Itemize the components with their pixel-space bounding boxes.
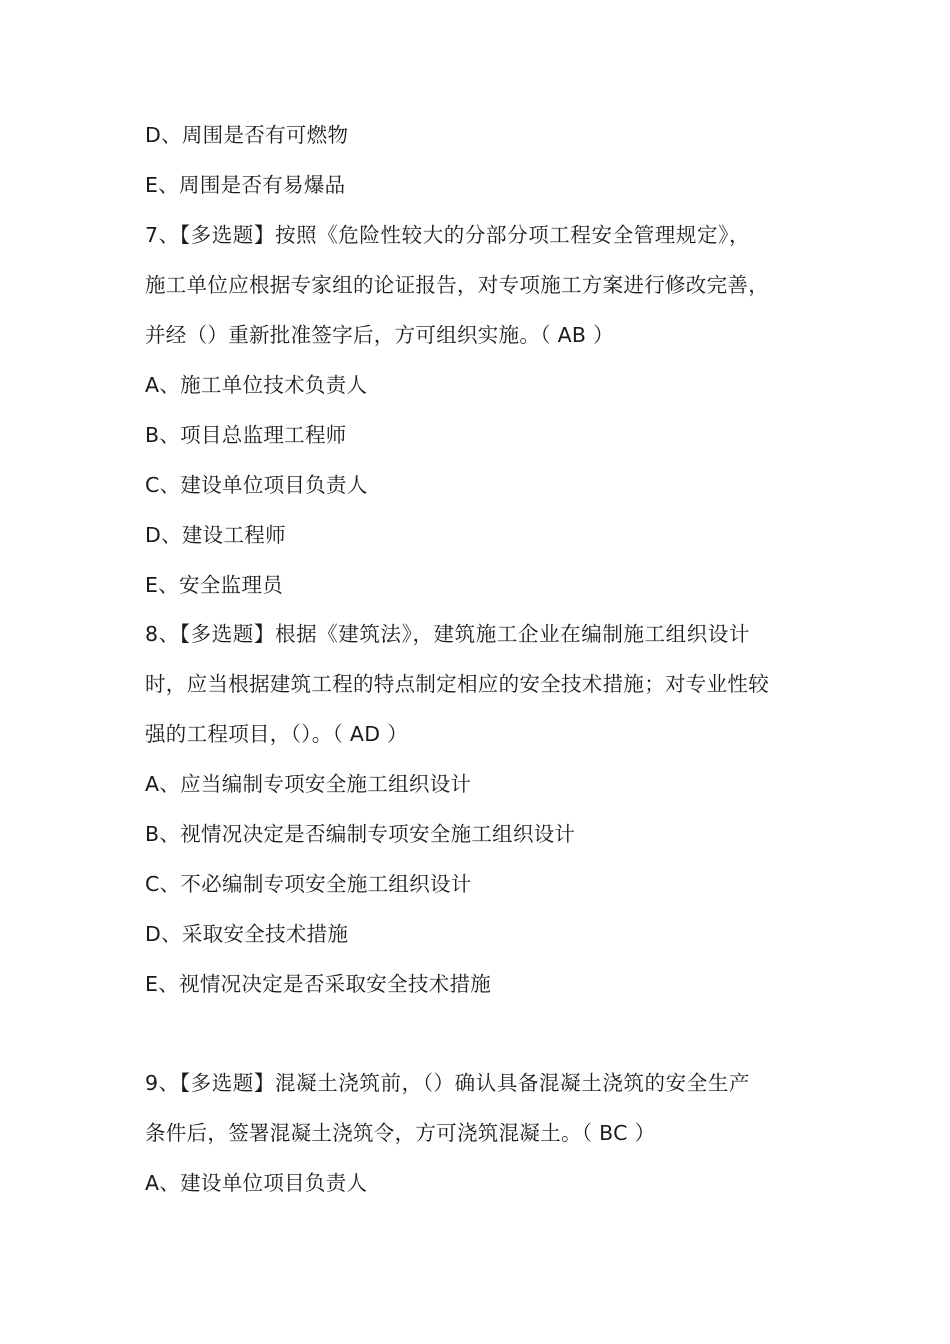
option-text: A、建设单位项目负责人 (145, 1171, 368, 1195)
option-text: A、应当编制专项安全施工组织设计 (145, 772, 472, 796)
option-text: E、周围是否有易爆品 (145, 173, 346, 197)
question-7-stem-line: 并经（）重新批准签字后，方可组织实施。（ AB ） (145, 323, 614, 347)
question-8-stem-line: 强的工程项目，（）。（ AD ） (145, 722, 408, 746)
option-text: B、项目总监理工程师 (145, 423, 347, 447)
option-text: D、采取安全技术措施 (145, 922, 349, 946)
option-text: C、建设单位项目负责人 (145, 473, 368, 497)
question-8-stem-line: 8、【多选题】根据《建筑法》，建筑施工企业在编制施工组织设计 (145, 622, 751, 646)
question-9-stem-line: 条件后，签署混凝土浇筑令，方可浇筑混凝土。（ BC ） (145, 1121, 656, 1145)
question-9-stem-line: 9、【多选题】混凝土浇筑前，（）确认具备混凝土浇筑的安全生产 (145, 1071, 751, 1095)
option-text: E、视情况决定是否采取安全技术措施 (145, 972, 492, 996)
option-text: E、安全监理员 (145, 573, 284, 597)
option-text: B、视情况决定是否编制专项安全施工组织设计 (145, 822, 576, 846)
option-text: D、建设工程师 (145, 523, 286, 547)
question-7-stem-line: 7、【多选题】按照《危险性较大的分部分项工程安全管理规定》， (145, 223, 751, 247)
option-text: A、施工单位技术负责人 (145, 373, 368, 397)
option-text: C、不必编制专项安全施工组织设计 (145, 872, 472, 896)
option-text: D、周围是否有可燃物 (145, 123, 349, 147)
question-8-stem-line: 时，应当根据建筑工程的特点制定相应的安全技术措施；对专业性较 (145, 672, 769, 696)
question-7-stem-line: 施工单位应根据专家组的论证报告，对专项施工方案进行修改完善， (145, 273, 769, 297)
